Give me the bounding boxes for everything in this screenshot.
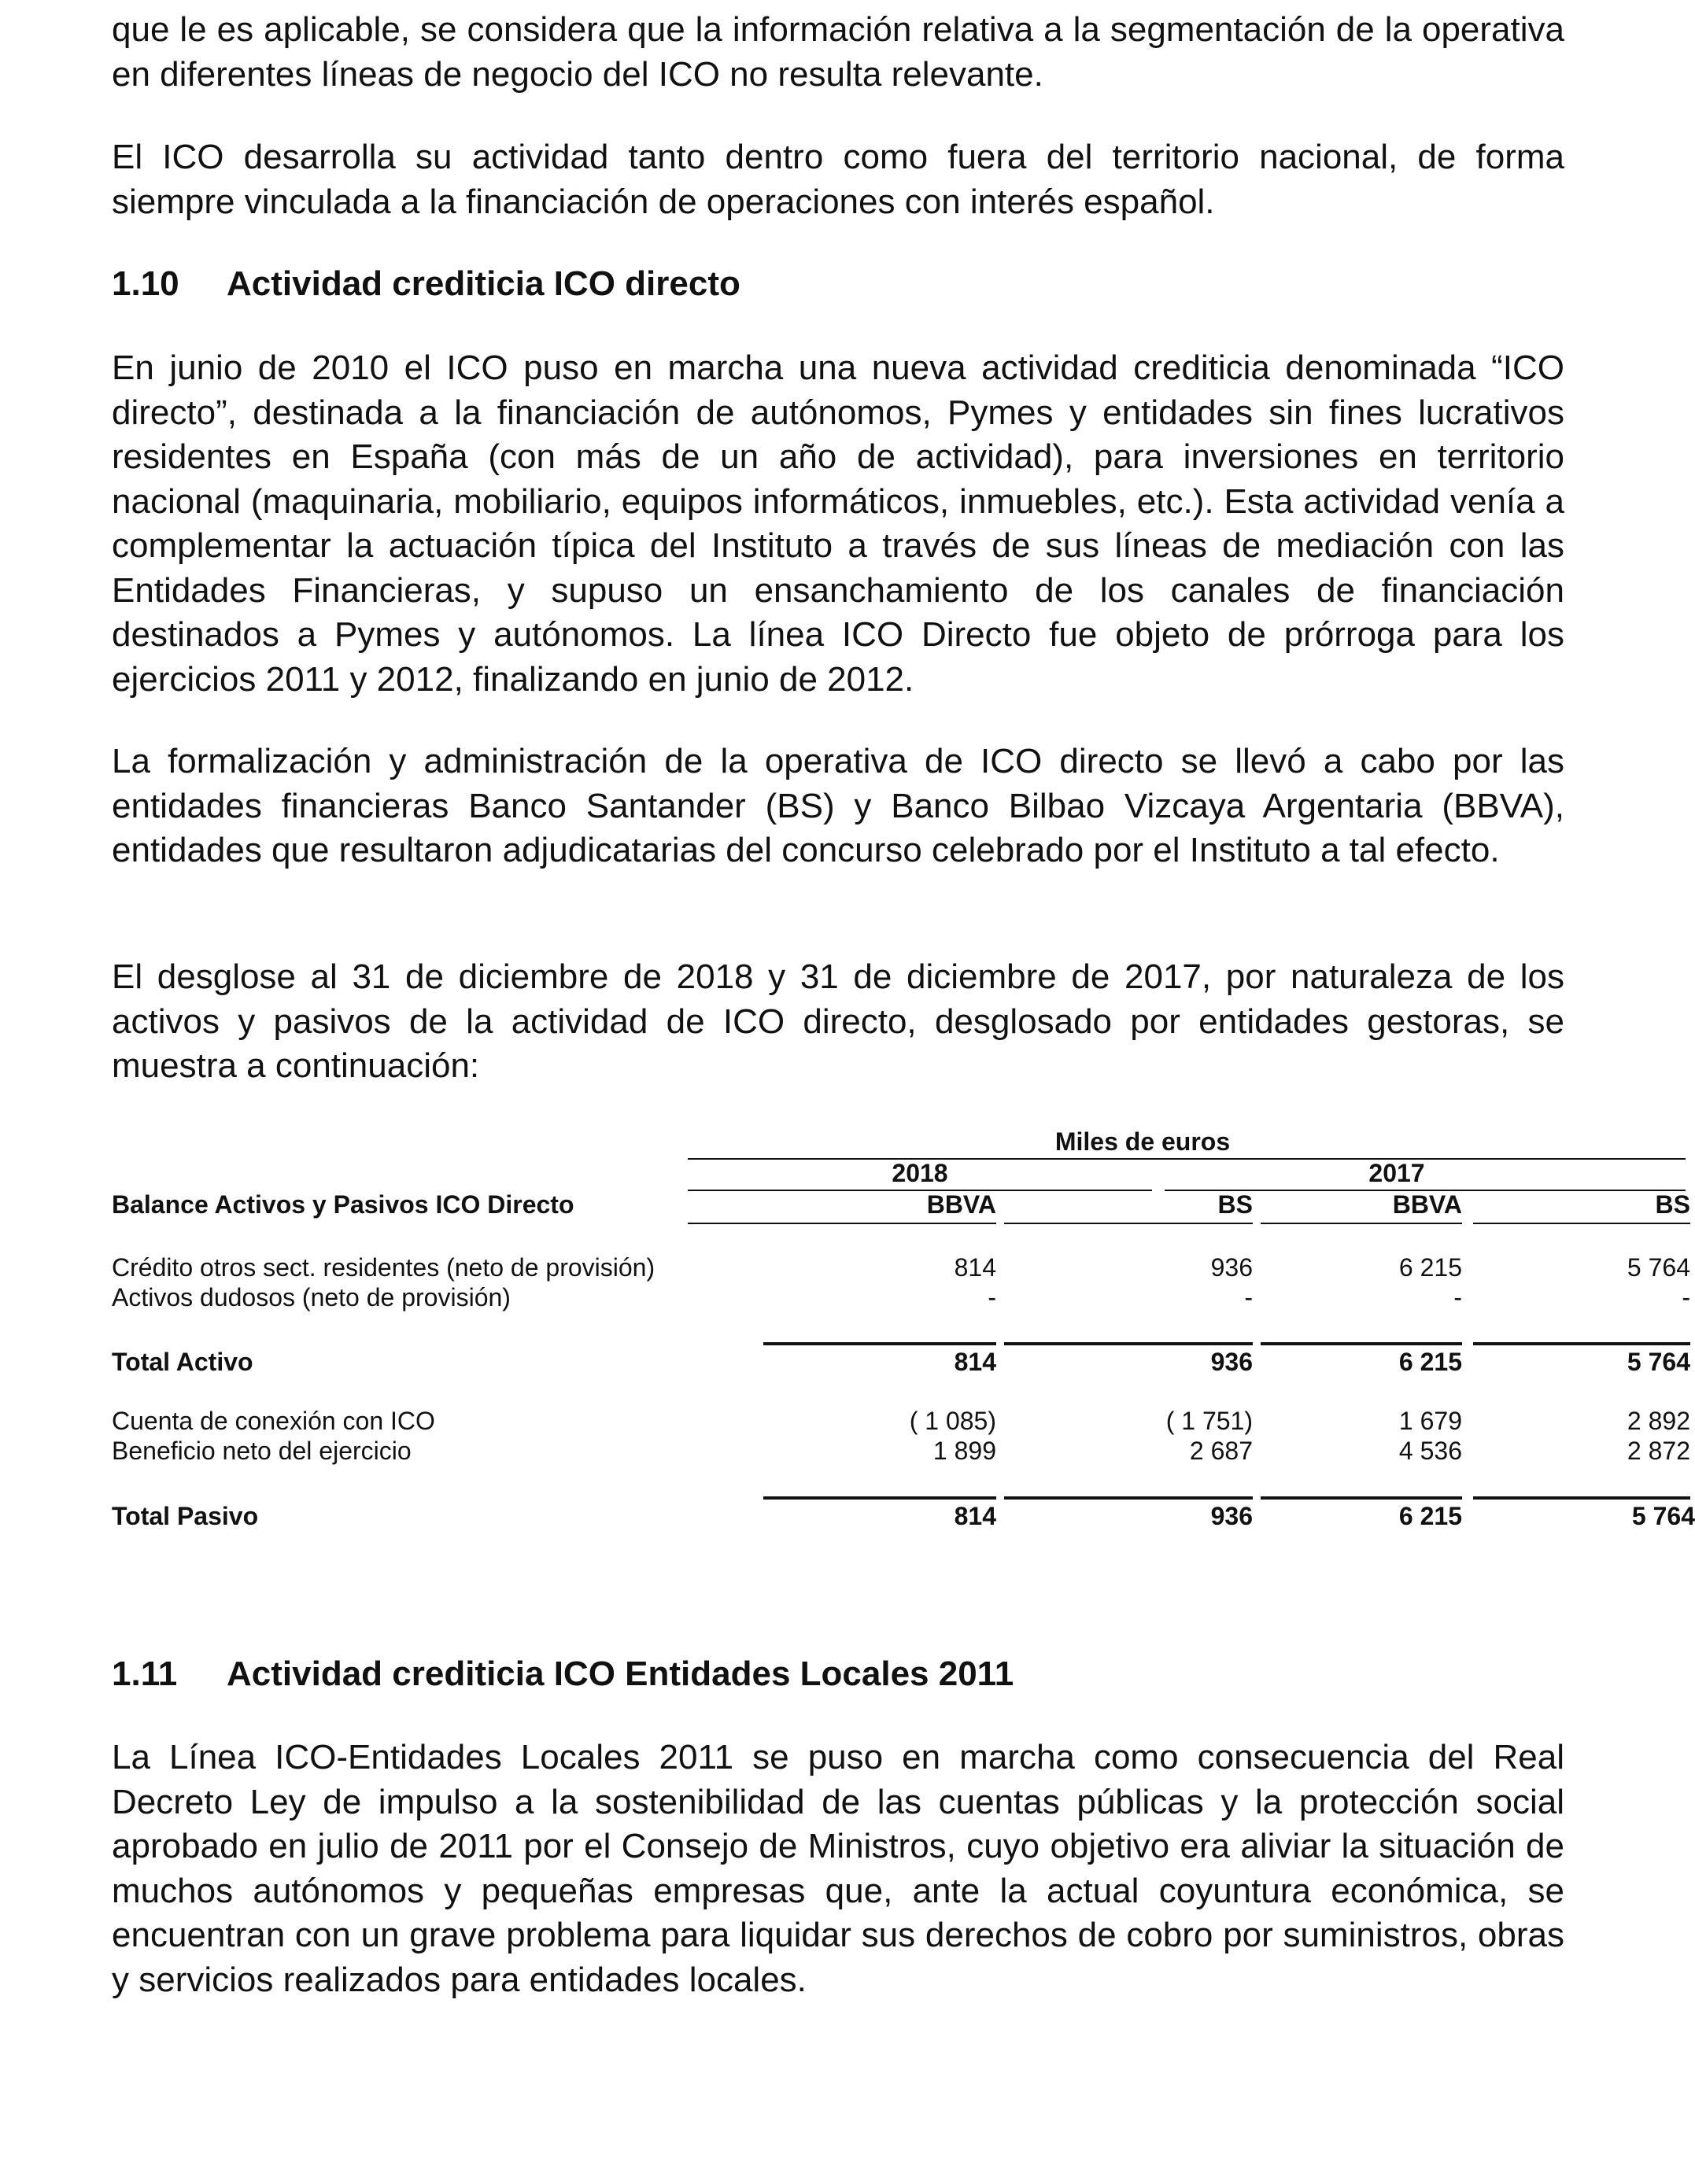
- table-cell: 2 872: [1627, 1437, 1690, 1465]
- section-heading-1-10: [112, 262, 740, 306]
- table-cell: ( 1 751): [1165, 1407, 1253, 1435]
- paragraph-formalizacion: [112, 740, 1564, 873]
- col-header-bs-2017: BS: [1655, 1190, 1690, 1219]
- table-row-label: Cuenta de conexión con ICO: [112, 1407, 435, 1435]
- paragraph-text: El ICO desarrolla su actividad tanto dentro como fuera del territorio nacional, de forma siempre vinculada a la financiación de operaciones con interés español.: [112, 138, 1564, 221]
- year-2017: 2017: [1368, 1159, 1425, 1187]
- table-row-label: Total Activo: [112, 1348, 253, 1376]
- table-cell: 5 764: [1627, 1348, 1690, 1376]
- paragraph-ico-directo: [112, 346, 1564, 702]
- table-cell: -: [1453, 1283, 1462, 1312]
- table-row-label: Total Pasivo: [112, 1502, 259, 1530]
- col-rule-3: [1261, 1223, 1462, 1224]
- table-row-label: Crédito otros sect. residentes (neto de provisión): [112, 1253, 655, 1282]
- paragraph-text: El desglose al 31 de diciembre de 2018 y 31 de diciembre de 2017, por naturaleza de los activos y pasivos de la actividad de ICO directo, desglosado por entidades gestoras, se muestra a continuación:: [112, 957, 1564, 1085]
- table-cell: -: [988, 1283, 996, 1312]
- paragraph-desglose: [112, 955, 1564, 1089]
- table-cell: 1 679: [1398, 1407, 1462, 1435]
- table-cell: 814: [954, 1348, 996, 1376]
- table-cell: 6 215: [1398, 1253, 1462, 1282]
- table-unit-label: Miles de euros: [1054, 1127, 1231, 1156]
- total-rule-2: [1004, 1342, 1253, 1345]
- table-cell: 6 215: [1398, 1502, 1462, 1530]
- col-rule-1: [688, 1223, 996, 1224]
- paragraph-text: que le es aplicable, se considera que la información relativa a la segmentación de la operativa en diferentes líneas de negocio del ICO no resulta relevante.: [112, 10, 1564, 94]
- total-rule-4: [1473, 1342, 1690, 1345]
- paragraph-segmentation: [112, 8, 1564, 97]
- col-header-bs-2018: BS: [1217, 1190, 1253, 1219]
- table-cell: 5 764: [1627, 1253, 1690, 1282]
- total-rule-4: [1473, 1496, 1690, 1500]
- table-title: Balance Activos y Pasivos ICO Directo: [112, 1190, 574, 1219]
- section-title: Actividad crediticia ICO Entidades Locales 2011: [227, 1655, 1014, 1693]
- paragraph-territory: [112, 135, 1564, 224]
- table-cell: 6 215: [1398, 1348, 1462, 1376]
- balance-table: [112, 1127, 1695, 1551]
- table-cell: -: [1682, 1283, 1690, 1312]
- table-cell: -: [1244, 1283, 1253, 1312]
- total-rule-1: [763, 1342, 996, 1345]
- section-number: 1.11: [112, 1655, 178, 1693]
- table-row-label: Activos dudosos (neto de provisión): [112, 1283, 511, 1312]
- col-rule-4: [1473, 1223, 1690, 1224]
- table-cell: 2 892: [1627, 1407, 1690, 1435]
- table-cell: 936: [1210, 1253, 1253, 1282]
- table-cell: ( 1 085): [909, 1407, 996, 1435]
- table-cell: 936: [1210, 1502, 1253, 1530]
- table-cell: 4 536: [1398, 1437, 1462, 1465]
- table-cell: 936: [1210, 1348, 1253, 1376]
- table-cell: 5 764: [1631, 1502, 1695, 1530]
- total-rule-2: [1004, 1496, 1253, 1500]
- table-cell: 1 899: [932, 1437, 996, 1465]
- section-heading-1-11: [112, 1652, 1014, 1696]
- total-rule-3: [1261, 1342, 1462, 1345]
- table-cell: 814: [954, 1502, 996, 1530]
- total-rule-1: [763, 1496, 996, 1500]
- section-title: Actividad crediticia ICO directo: [227, 264, 740, 303]
- paragraph-text: La formalización y administración de la operativa de ICO directo se llevó a cabo por las entidades financieras Banco Santander (BS) y Banco Bilbao Vizcaya Argentaria (BBVA), entidades que resultaron adjudicatarias del concurso celebrado por el Instituto a tal efecto.: [112, 742, 1564, 869]
- table-cell: 814: [954, 1253, 996, 1282]
- total-rule-3: [1261, 1496, 1462, 1500]
- col-header-bbva-2017: BBVA: [1392, 1190, 1462, 1219]
- paragraph-text: En junio de 2010 el ICO puso en marcha una nueva actividad crediticia denominada “ICO directo”, destinada a la financiación de autónomos, Pymes y entidades sin fines lucrativos residentes en España (con más de un año de actividad), para inversiones en territorio nacional (maquinaria, mobiliario, equipos informáticos, inmuebles, etc.). Esta actividad venía a complementar la actuación típica del Instituto a través de sus líneas de mediación con las Entidades Financieras, y supuso un ensanchamiento de los canales de financiación destinados a Pymes y autónomos. La línea ICO Directo fue objeto de prórroga para los ejercicios 2011 y 2012, finalizando en junio de 2012.: [112, 349, 1564, 699]
- col-rule-2: [1004, 1223, 1253, 1224]
- paragraph-text: La Línea ICO-Entidades Locales 2011 se puso en marcha como consecuencia del Real Decreto Ley de impulso a la sostenibilidad de las cuentas públicas y la protección social aprobado en julio de 2011 por el Consejo de Ministros, cuyo objetivo era aliviar la situación de muchos autónomos y pequeñas empresas que, ante la actual coyuntura económica, se encuentran con un grave problema para liquidar sus derechos de cobro por suministros, obras y servicios realizados para entidades locales.: [112, 1738, 1564, 1999]
- year-2018: 2018: [892, 1159, 948, 1187]
- section-number: 1.10: [112, 264, 179, 303]
- col-header-bbva-2018: BBVA: [926, 1190, 996, 1219]
- table-cell: 2 687: [1189, 1437, 1253, 1465]
- paragraph-entidades-locales: [112, 1736, 1564, 2002]
- table-row-label: Beneficio neto del ejercicio: [112, 1437, 412, 1465]
